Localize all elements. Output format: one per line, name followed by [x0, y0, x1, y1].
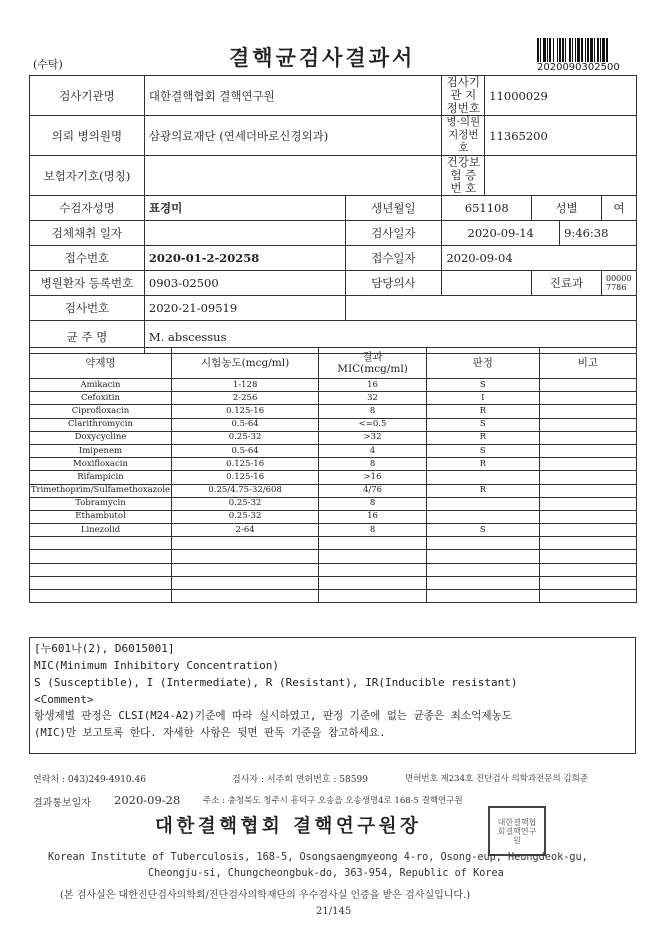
interpretation-cell — [426, 497, 539, 510]
barcode-bar — [540, 38, 541, 62]
receipt-no-label: 접수번호 — [30, 246, 145, 271]
clinic-code-label: 병·의원 지정번호 — [442, 116, 485, 156]
mic-result-cell — [319, 537, 427, 550]
organism-label: 균 주 명 — [30, 321, 145, 354]
sex-label: 성별 — [532, 196, 602, 221]
collect-date-value — [144, 221, 345, 246]
remark-cell — [539, 431, 636, 444]
barcode-number: 2020090302500 — [537, 62, 620, 73]
dept-label: 진료과 — [532, 271, 602, 296]
interpretation-cell — [426, 590, 539, 603]
seal-text: 대한결핵협회결핵연구원 — [497, 817, 537, 845]
interpretation-cell — [426, 537, 539, 550]
remark-cell — [539, 484, 636, 497]
remark-cell — [539, 458, 636, 471]
test-no-empty — [345, 296, 636, 321]
organization-name: 대한결핵협회 결핵연구원장 — [155, 816, 422, 837]
interpretation-cell: S — [426, 379, 539, 392]
drug-name-cell: Linezolid — [30, 524, 172, 537]
examiner-text: 검사자 : 서주희 면허번호 : 58599 — [232, 775, 368, 785]
remark-cell — [539, 471, 636, 484]
barcode-bar — [600, 38, 601, 62]
document-title: 결핵균검사결과서 — [229, 45, 416, 70]
barcode-bar — [587, 38, 589, 62]
barcode — [537, 38, 632, 62]
mic-result-cell: >32 — [319, 431, 427, 444]
interpretation-cell — [426, 510, 539, 523]
clinic-value: 삼광의료재단 (연세더바로신경외과) — [144, 116, 441, 156]
remark-cell — [539, 405, 636, 418]
interpretation-cell: R — [426, 405, 539, 418]
drug-row — [30, 405, 637, 418]
drug-row — [30, 510, 637, 523]
drug-table — [29, 347, 637, 603]
receipt-date-value: 2020-09-04 — [442, 246, 637, 271]
drug-name-cell — [30, 537, 172, 550]
mic-result-cell — [319, 576, 427, 589]
barcode-bar — [562, 38, 564, 62]
lab-code-value: 11000029 — [485, 76, 637, 116]
health-no-value — [485, 156, 637, 196]
insured-value — [144, 156, 441, 196]
drug-row — [30, 524, 637, 537]
barcode-bar — [585, 38, 586, 62]
drug-name-cell: Moxifloxacin — [30, 458, 172, 471]
collect-date-label: 검체채취 일자 — [30, 221, 145, 246]
mic-result-cell: 16 — [319, 379, 427, 392]
dept-value: 000007786 — [602, 271, 637, 296]
interpretation-cell: S — [426, 444, 539, 457]
barcode-bar — [597, 38, 599, 62]
test-concentration-cell: 0.5-64 — [171, 444, 318, 457]
interpretation-cell — [426, 471, 539, 484]
legend-sir: S (Susceptible), I (Intermediate), R (Resistant), IR(Inducible resistant) — [34, 676, 518, 689]
drug-row — [30, 537, 637, 550]
mic-result-cell — [319, 590, 427, 603]
interpretation-cell — [426, 550, 539, 563]
barcode-bar — [577, 38, 580, 62]
mic-result-cell: 4 — [319, 444, 427, 457]
hospital-reg-value: 0903-02500 — [144, 271, 345, 296]
barcode-bar — [565, 38, 566, 62]
barcode-bar — [553, 38, 554, 62]
barcode-bar — [543, 38, 546, 62]
interpretation-cell — [426, 563, 539, 576]
lab-name-label: 검사기관명 — [30, 76, 145, 116]
remark-cell — [539, 524, 636, 537]
doctor-label: 담당의사 — [345, 271, 442, 296]
drug-name-cell: Rifampicin — [30, 471, 172, 484]
info-table — [29, 75, 637, 354]
drug-name-cell — [30, 590, 172, 603]
interpretation-cell — [426, 576, 539, 589]
remark-cell — [539, 576, 636, 589]
form-label: (수탁) — [33, 58, 63, 71]
drug-row — [30, 471, 637, 484]
test-concentration-cell: 0.25-32 — [171, 497, 318, 510]
barcode-bar — [549, 38, 551, 62]
barcode-bar — [606, 38, 608, 62]
contact-text: 연락처 : 043)249-4910.46 — [33, 775, 146, 785]
drug-name-cell: Clarithromycin — [30, 418, 172, 431]
insured-label: 보험자기호(명칭) — [30, 156, 145, 196]
drug-row — [30, 550, 637, 563]
test-concentration-cell: 2-256 — [171, 392, 318, 405]
barcode-bar — [575, 38, 576, 62]
legend-comment-label: <Comment> — [34, 693, 94, 706]
mic-result-cell: 16 — [319, 510, 427, 523]
legend-box — [29, 637, 636, 754]
receipt-no-value: 2020-01-2-20258 — [144, 246, 345, 271]
drug-name-cell — [30, 550, 172, 563]
barcode-bar — [569, 38, 571, 62]
drug-row — [30, 379, 637, 392]
drug-row — [30, 497, 637, 510]
test-concentration-cell: 0.5-64 — [171, 418, 318, 431]
dob-value: 651108 — [442, 196, 532, 221]
drug-name-cell: Cefoxitin — [30, 392, 172, 405]
notice-date-label: 결과통보일자 — [33, 798, 91, 809]
doctor-value — [442, 271, 532, 296]
test-concentration-cell: 0.25-32 — [171, 510, 318, 523]
legend-code: [누601나(2), D6015001] — [34, 642, 175, 655]
official-seal-stamp — [488, 806, 546, 856]
test-concentration-cell: 0.125-16 — [171, 458, 318, 471]
drug-name-cell — [30, 576, 172, 589]
clinic-label: 의뢰 병의원명 — [30, 116, 145, 156]
hospital-reg-label: 병원환자 등록번호 — [30, 271, 145, 296]
drug-row — [30, 392, 637, 405]
drug-col-header: 약제명 — [30, 348, 172, 379]
remark-cell — [539, 379, 636, 392]
drug-name-cell: Doxycycline — [30, 431, 172, 444]
notice-date-value: 2020-09-28 — [114, 793, 181, 807]
test-concentration-cell — [171, 576, 318, 589]
remark-col-header: 비고 — [539, 348, 636, 379]
remark-cell — [539, 392, 636, 405]
barcode-bar — [581, 38, 583, 62]
drug-row — [30, 458, 637, 471]
dob-label: 생년월일 — [345, 196, 442, 221]
page-number: 21/145 — [316, 906, 352, 917]
test-concentration-cell: 2-64 — [171, 524, 318, 537]
mic-result-cell — [319, 563, 427, 576]
interpretation-cell: I — [426, 392, 539, 405]
drug-name-cell: Tobramycin — [30, 497, 172, 510]
remark-cell — [539, 590, 636, 603]
barcode-bar — [547, 38, 548, 62]
mic-result-cell: <=0.5 — [319, 418, 427, 431]
interpretation-col-header: 판정 — [426, 348, 539, 379]
interpretation-cell: S — [426, 418, 539, 431]
lab-name-value: 대한결핵협회 결핵연구원 — [144, 76, 441, 116]
drug-row — [30, 576, 637, 589]
sex-value: 여 — [602, 196, 637, 221]
barcode-bar — [602, 38, 605, 62]
test-concentration-cell: 1-128 — [171, 379, 318, 392]
drug-name-cell: Ethambutol — [30, 510, 172, 523]
barcode-bar — [557, 38, 558, 62]
interpretation-cell: S — [426, 524, 539, 537]
barcode-bar — [559, 38, 561, 62]
mic-result-cell: 8 — [319, 458, 427, 471]
test-concentration-cell: 0.25/4.75-32/608 — [171, 484, 318, 497]
mic-result-cell: 8 — [319, 497, 427, 510]
drug-row — [30, 563, 637, 576]
address-kr: 주소 : 충청북도 청주시 흥덕구 오송읍 오송생명4로 168-5 결핵연구원 — [203, 796, 463, 806]
drug-name-cell: Ciprofloxacin — [30, 405, 172, 418]
drug-name-cell: Amikacin — [30, 379, 172, 392]
interpretation-cell: R — [426, 458, 539, 471]
certification-note: (본 검사실은 대한진단검사의학회/진단검사의학재단의 우수검사실 인증을 받은 검사실입니다.) — [60, 890, 471, 901]
drug-row — [30, 590, 637, 603]
remark-cell — [539, 497, 636, 510]
barcode-bar — [590, 38, 593, 62]
interpretation-cell: R — [426, 431, 539, 444]
interpretation-cell: R — [426, 484, 539, 497]
remark-cell — [539, 537, 636, 550]
test-concentration-cell: 0.125-16 — [171, 405, 318, 418]
mic-result-cell: 4/76 — [319, 484, 427, 497]
barcode-bar — [572, 38, 573, 62]
lab-code-label: 검사기관 지정번호 — [442, 76, 485, 116]
patient-label: 수검자성명 — [30, 196, 145, 221]
test-time-value: 9:46:38 — [560, 221, 637, 246]
drug-row — [30, 444, 637, 457]
test-date-label: 검사일자 — [345, 221, 442, 246]
test-no-label: 검사번호 — [30, 296, 145, 321]
legend-comment-line2: (MIC)만 보고토록 한다. 자세한 사항은 뒷면 판독 기준을 참고하세요. — [34, 727, 386, 739]
drug-name-cell: Imipenem — [30, 444, 172, 457]
mic-result-cell: 8 — [319, 405, 427, 418]
barcode-bar — [594, 38, 595, 62]
mic-result-cell: >16 — [319, 471, 427, 484]
barcode-bar — [537, 38, 539, 62]
test-no-value: 2020-21-09519 — [144, 296, 345, 321]
drug-name-cell: Trimethoprim/Sulfamethoxazole — [30, 484, 172, 497]
remark-cell — [539, 444, 636, 457]
address-en-line2: Cheongju-si, Chungcheongbuk-do, 363-954, Republic of Korea — [148, 868, 504, 879]
test-concentration-cell — [171, 563, 318, 576]
mic-result-cell — [319, 550, 427, 563]
health-no-label: 건강보험 증 번 호 — [442, 156, 485, 196]
organism-value: M. abscessus — [144, 321, 636, 354]
drug-name-cell — [30, 563, 172, 576]
mic-col-header: 결과 MIC(mcg/ml) — [319, 348, 427, 379]
mic-result-cell: 8 — [319, 524, 427, 537]
test-concentration-cell — [171, 550, 318, 563]
receipt-date-label: 접수일자 — [345, 246, 442, 271]
remark-cell — [539, 563, 636, 576]
remark-cell — [539, 510, 636, 523]
test-date-value: 2020-09-14 — [442, 221, 560, 246]
test-concentration-cell — [171, 590, 318, 603]
test-concentration-cell: 0.125-16 — [171, 471, 318, 484]
clinic-code-value: 11365200 — [485, 116, 637, 156]
mic-result-cell: 32 — [319, 392, 427, 405]
test-concentration-cell — [171, 537, 318, 550]
test-concentration-cell: 0.25-32 — [171, 431, 318, 444]
remark-cell — [539, 418, 636, 431]
address-en-line1: Korean Institute of Tuberculosis, 168-5, Osongsaengmyeong 4-ro, Osong-eup, Heungdeok-gu, — [48, 852, 588, 863]
drug-row — [30, 484, 637, 497]
legend-mic: MIC(Minimum Inhibitory Concentration) — [34, 659, 280, 672]
drug-row — [30, 431, 637, 444]
patient-value: 표경미 — [144, 196, 345, 221]
remark-cell — [539, 550, 636, 563]
specialist-text: 면허번호 제234호 진단검사 의학과전문의 김희준 — [405, 774, 589, 784]
legend-comment-line1: 항생제별 판정은 CLSI(M24-A2)기준에 따라 실시하였고, 판정 기준에 없는 균종은 최소억제농도 — [34, 710, 513, 722]
drug-row — [30, 418, 637, 431]
concentration-col-header: 시험농도(mcg/ml) — [171, 348, 318, 379]
